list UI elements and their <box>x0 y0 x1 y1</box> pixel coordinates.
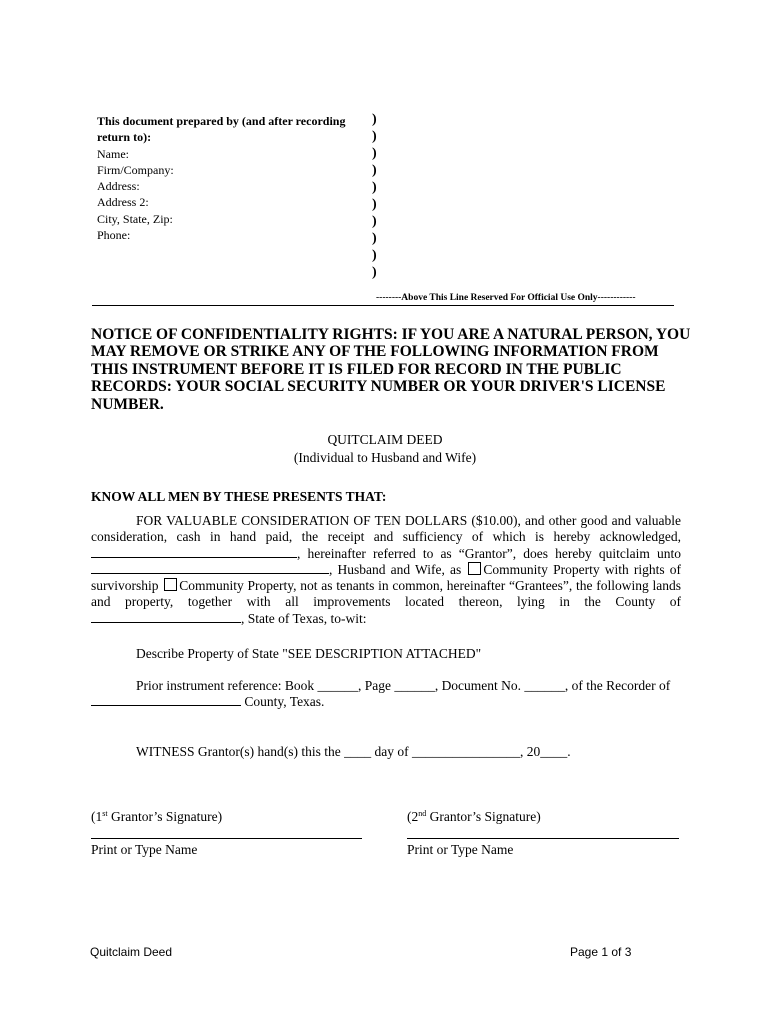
know-all-heading: KNOW ALL MEN BY THESE PRESENTS THAT: <box>91 489 387 504</box>
grantor2-signature-line[interactable] <box>407 838 679 839</box>
grantor1-signature-line[interactable] <box>91 838 362 839</box>
recorder-county-blank[interactable] <box>91 694 241 706</box>
field-address2: Address 2: <box>97 195 149 210</box>
community-property-checkbox[interactable] <box>164 578 177 591</box>
field-name: Name: <box>97 146 129 161</box>
prepared-by-heading: This document prepared by (and after recording <box>97 114 346 128</box>
grantee-names-blank[interactable] <box>91 562 329 574</box>
grantor2-signature-label: (2nd Grantor’s Signature) <box>407 809 541 824</box>
official-use-divider <box>92 305 674 306</box>
confidentiality-notice: NOTICE OF CONFIDENTIALITY RIGHTS: IF YOU ARE A NATURAL PERSON, YOU MAY REMOVE OR STRIKE ANY OF THE FOLLOWING INFORMATION FROM THIS INSTRUMENT BEFORE IT IS FILED FOR RECORD IN THE PUBLIC RECORDS: YOUR SOCIAL SECURITY NUMBER OR YOUR DRIVER'S LICENSE NUMBER. <box>91 326 691 413</box>
prepared-by-block <box>97 113 367 243</box>
prior-instrument-reference: Prior instrument reference: Book ______, Page ______, Document No. ______, of the Recorder of <box>136 678 671 693</box>
husband-wife-text: , Husband and Wife, as <box>329 561 462 577</box>
grantor-name-blank[interactable] <box>91 546 297 558</box>
footer-title: Quitclaim Deed <box>90 945 173 959</box>
state-texas-text: , State of Texas, to-wit: <box>241 610 367 626</box>
survivorship-text: Community Property with rights of survivorship <box>91 561 682 594</box>
official-use-label: --------Above This Line Reserved For Official Use Only------------ <box>376 293 636 303</box>
survivorship-checkbox[interactable] <box>468 562 481 575</box>
conveyance-paragraph <box>91 513 681 627</box>
page-number: Page 1 of 3 <box>570 945 632 959</box>
field-phone: Phone: <box>97 228 131 243</box>
document-subtitle: (Individual to Husband and Wife) <box>293 450 477 465</box>
county-blank[interactable] <box>91 611 241 623</box>
grantor1-print-name: Print or Type Name <box>91 842 198 857</box>
field-address: Address: <box>97 179 140 194</box>
grantor1-signature-label: (1st Grantor’s Signature) <box>91 809 223 824</box>
describe-property: Describe Property of State "SEE DESCRIPTION ATTACHED" <box>136 646 482 661</box>
bracket-column: ) ) ) ) ) ) ) ) ) ) <box>372 112 377 280</box>
field-firm: Firm/Company: <box>97 162 174 177</box>
county-texas-text: County, Texas. <box>244 694 325 709</box>
community-property-text: Community Property, not as tenants in common, hereinafter “Grantees”, the following lands and property, together with all improvements located thereon, lying in the County of <box>91 578 681 610</box>
witness-line: WITNESS Grantor(s) hand(s) this the ____ day of ________________, 20____. <box>136 744 571 759</box>
field-city-state-zip: City, State, Zip: <box>97 211 173 226</box>
document-title: QUITCLAIM DEED <box>327 432 443 447</box>
prepared-by-heading-2: return to): <box>97 130 152 145</box>
prior-instrument-county <box>91 694 324 710</box>
grantor-text: , hereinafter referred to as “Grantor”, does hereby quitclaim unto <box>297 545 681 561</box>
consideration-text: FOR VALUABLE CONSIDERATION OF TEN DOLLARS ($10.00), and other good and valuable consideration, cash in hand paid, the receipt and sufficiency of which is hereby acknowledged, <box>91 513 681 545</box>
grantor2-print-name: Print or Type Name <box>407 842 514 857</box>
